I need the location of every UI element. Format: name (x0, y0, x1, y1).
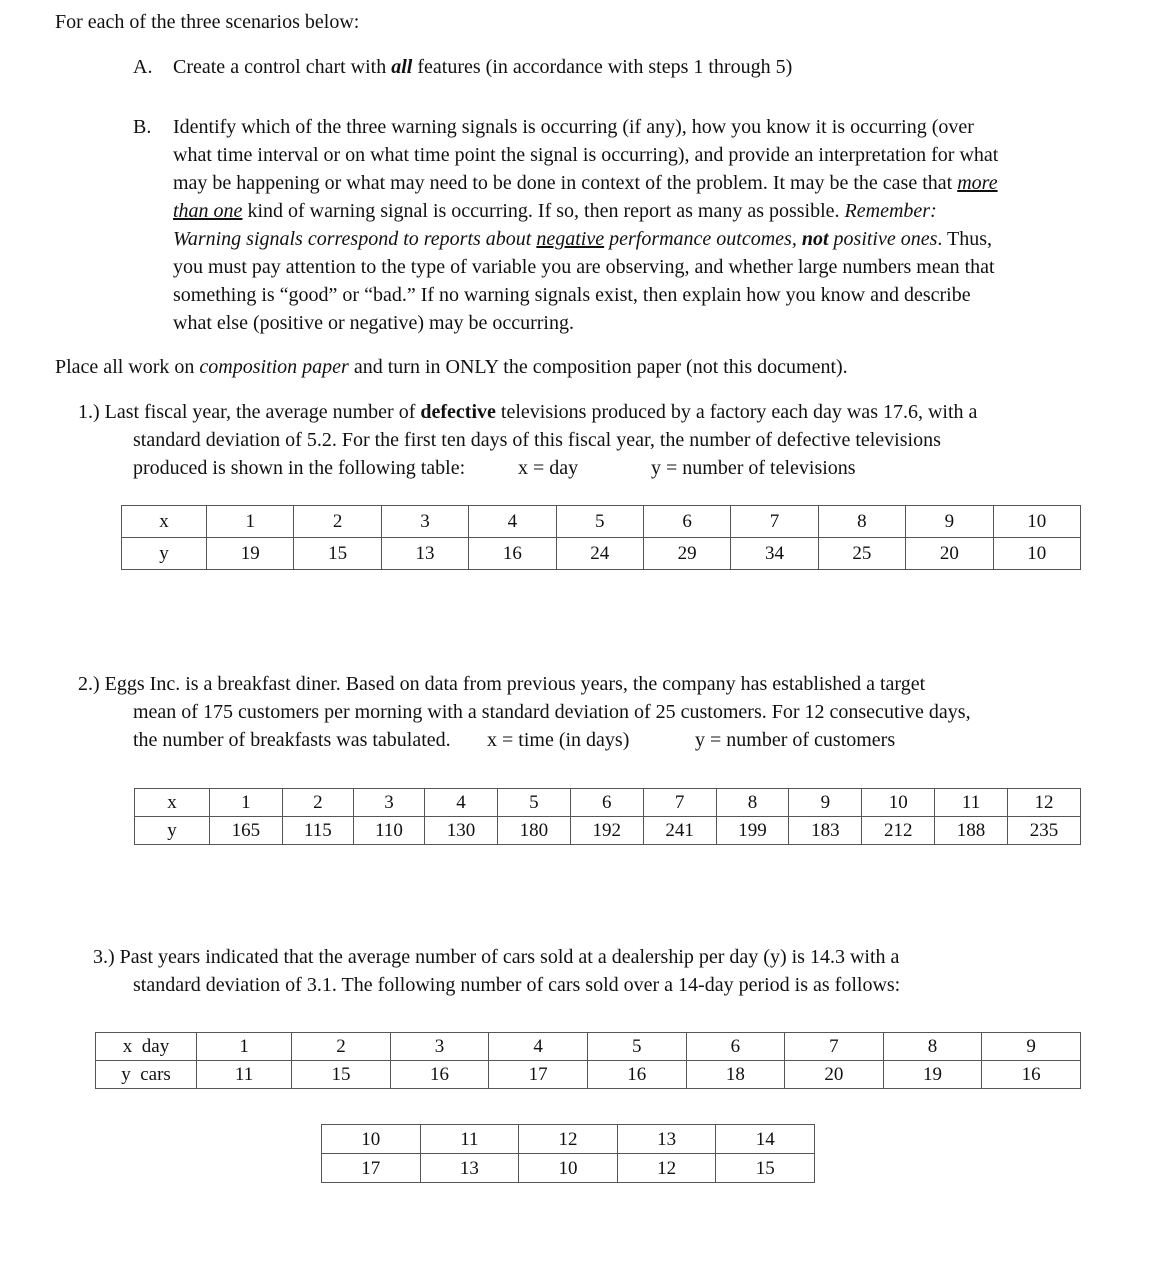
table-cell: 5 (556, 506, 643, 538)
emphasis: composition paper (199, 356, 349, 378)
table-row (122, 538, 1081, 570)
table-cell: 1 (207, 506, 294, 538)
table-cell: 5 (587, 1033, 686, 1061)
table-cell: 7 (731, 506, 818, 538)
table-cell: 10 (519, 1154, 618, 1183)
table-cell: 11 (935, 789, 1008, 817)
table-cell: 3 (381, 506, 468, 538)
emphasis: all (391, 56, 413, 78)
line: the number of breakfasts was tabulated. (133, 729, 451, 751)
table-cell: 188 (935, 817, 1008, 845)
text: and turn in ONLY the composition paper (not this document). (348, 356, 848, 378)
table-cell: 2 (292, 1033, 391, 1061)
table-cell: 6 (643, 506, 730, 538)
table-cell: 2 (294, 506, 381, 538)
data-table-customers (134, 788, 1081, 845)
table-cell: 110 (353, 817, 424, 845)
table-cell: 115 (282, 817, 353, 845)
table-cell: 10 (993, 538, 1080, 570)
table-cell: 180 (497, 817, 570, 845)
table-cell: 14 (716, 1125, 815, 1154)
table-cell: 10 (322, 1125, 421, 1154)
table-cell: 13 (617, 1125, 716, 1154)
table-cell: 11 (420, 1125, 519, 1154)
emphasis: than one (173, 200, 243, 222)
table-cell: 199 (716, 817, 789, 845)
table-cell: 15 (716, 1154, 815, 1183)
table-cell: 20 (785, 1061, 884, 1089)
table-cell: 17 (322, 1154, 421, 1183)
table-cell: 10 (862, 789, 935, 817)
line (173, 225, 992, 253)
table-cell: 29 (643, 538, 730, 570)
line (173, 169, 998, 197)
table-cell: 16 (469, 538, 556, 570)
data-table-televisions (121, 505, 1081, 570)
table-cell: 7 (643, 789, 716, 817)
emphasis: negative (536, 228, 605, 250)
table-cell: 15 (294, 538, 381, 570)
table-cell: 24 (556, 538, 643, 570)
line: 3.) Past years indicated that the average number of cars sold at a dealership per day (y) is 14.3 with a (93, 946, 900, 968)
text: Warning signals correspond to reports about (173, 228, 537, 250)
table-row (122, 506, 1081, 538)
table-cell: 10 (993, 506, 1080, 538)
table-cell: 16 (982, 1061, 1081, 1089)
line: what else (positive or negative) may be occurring. (173, 312, 574, 334)
table-cell: 13 (420, 1154, 519, 1183)
intro-text: For each of the three scenarios below: (55, 11, 360, 33)
table-cell: y (135, 817, 210, 845)
table-cell: 19 (207, 538, 294, 570)
table-cell: 16 (390, 1061, 489, 1089)
table-cell: y cars (96, 1061, 197, 1089)
text: may be happening or what may need to be done in context of the problem. It may be the case that (173, 172, 958, 194)
line: mean of 175 customers per morning with a standard deviation of 25 customers. For 12 consecutive days, (133, 701, 971, 723)
text: Create a control chart with (173, 56, 392, 78)
table-cell: 212 (862, 817, 935, 845)
table-cell: 15 (292, 1061, 391, 1089)
text: performance outcomes, (604, 228, 802, 250)
table-row (96, 1061, 1081, 1089)
table-cell: 235 (1007, 817, 1080, 845)
line: Identify which of the three warning signals is occurring (if any), how you know it is occurring (over (173, 116, 974, 138)
item-b-marker: B. (133, 116, 152, 138)
table-cell: 11 (197, 1061, 292, 1089)
table-cell: 6 (686, 1033, 785, 1061)
line: something is “good” or “bad.” If no warning signals exist, then explain how you know and describe (173, 284, 971, 306)
line (173, 197, 937, 225)
table-cell: 4 (469, 506, 556, 538)
text: Place all work on (55, 356, 200, 378)
table-cell: 12 (1007, 789, 1080, 817)
x-definition: x = day (518, 457, 579, 479)
table-cell: 34 (731, 538, 818, 570)
table-cell: 9 (982, 1033, 1081, 1061)
table-cell: 4 (489, 1033, 588, 1061)
table-cell: 192 (570, 817, 643, 845)
emphasis: not (801, 228, 829, 250)
table-cell: x day (96, 1033, 197, 1061)
table-cell: 183 (789, 817, 862, 845)
table-cell: 241 (643, 817, 716, 845)
line: produced is shown in the following table: (133, 457, 466, 479)
item-a-marker: A. (133, 56, 153, 78)
table-cell: 4 (425, 789, 498, 817)
table-row (96, 1033, 1081, 1061)
table-cell: 165 (210, 817, 283, 845)
text: positive ones (828, 228, 938, 250)
line: standard deviation of 3.1. The following number of cars sold over a 14-day period is as follows: (133, 974, 901, 996)
table-cell: 1 (197, 1033, 292, 1061)
instructions-text (55, 353, 848, 381)
table-row (322, 1154, 815, 1183)
emphasis: more (957, 172, 998, 194)
line: you must pay attention to the type of variable you are observing, and whether large numbers mean that (173, 256, 995, 278)
table-cell: 2 (282, 789, 353, 817)
item-a-text (173, 53, 792, 81)
table-cell: 19 (883, 1061, 982, 1089)
text: kind of warning signal is occurring. If so, then report as many as possible. (242, 200, 845, 222)
table-cell: 8 (716, 789, 789, 817)
line: 2.) Eggs Inc. is a breakfast diner. Based on data from previous years, the company has established a target (78, 673, 926, 695)
table-cell: 12 (519, 1125, 618, 1154)
line (78, 398, 977, 426)
table-cell: 13 (381, 538, 468, 570)
table-cell: 8 (883, 1033, 982, 1061)
text: 1.) Last fiscal year, the average number of (78, 401, 421, 423)
line: what time interval or on what time point the signal is occurring), and provide an interpretation for what (173, 144, 999, 166)
table-cell: 12 (617, 1154, 716, 1183)
emphasis: Remember: (844, 200, 937, 222)
y-definition: y = number of customers (695, 729, 896, 751)
emphasis: defective (420, 401, 496, 423)
table-cell: 9 (789, 789, 862, 817)
table-cell: 20 (906, 538, 993, 570)
table-cell: 25 (818, 538, 905, 570)
text: features (in accordance with steps 1 through 5) (412, 56, 793, 78)
table-cell: 1 (210, 789, 283, 817)
data-table-cars-continued (321, 1124, 815, 1183)
table-cell: 18 (686, 1061, 785, 1089)
data-table-cars (95, 1032, 1081, 1089)
text: televisions produced by a factory each day was 17.6, with a (495, 401, 978, 423)
table-cell: x (122, 506, 207, 538)
table-cell: 5 (497, 789, 570, 817)
table-cell: 8 (818, 506, 905, 538)
table-cell: x (135, 789, 210, 817)
text: . Thus, (937, 228, 993, 250)
y-definition: y = number of televisions (651, 457, 856, 479)
table-row (322, 1125, 815, 1154)
table-cell: 3 (390, 1033, 489, 1061)
table-cell: 7 (785, 1033, 884, 1061)
line: standard deviation of 5.2. For the first ten days of this fiscal year, the number of defective televisions (133, 429, 941, 451)
table-cell: 9 (906, 506, 993, 538)
table-cell: y (122, 538, 207, 570)
table-row (135, 789, 1081, 817)
table-cell: 16 (587, 1061, 686, 1089)
table-row (135, 817, 1081, 845)
table-cell: 6 (570, 789, 643, 817)
table-cell: 17 (489, 1061, 588, 1089)
table-cell: 130 (425, 817, 498, 845)
x-definition: x = time (in days) (487, 729, 630, 751)
table-cell: 3 (353, 789, 424, 817)
